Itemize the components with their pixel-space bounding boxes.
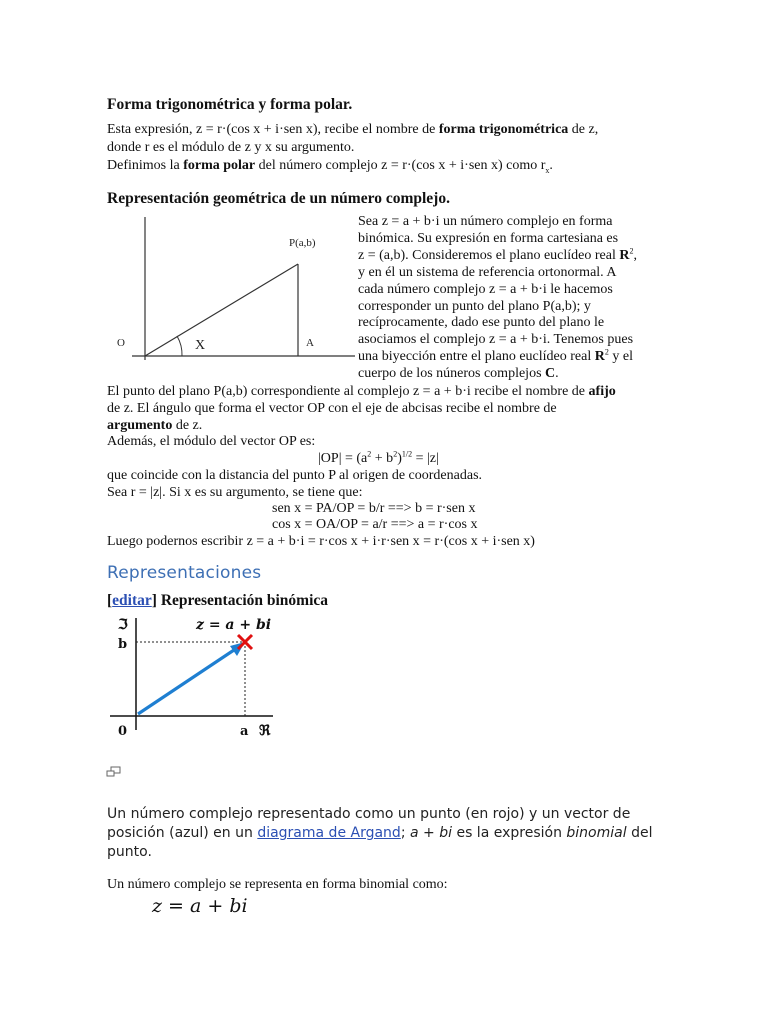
- label-a: A: [306, 337, 314, 349]
- label-b: b: [118, 637, 128, 652]
- paragraph-geometric-right: Sea z = a + b·i un número complejo en forma binómica. Su expresión en forma cartesiana es z = (a,b). Consideremos el plano euclídeo real $R^2$, y en él un sistema de referencia ortonormal. A cada número complejo z = a + b·i le hacemos corresponder un punto del plano P(a,b); y recíprocamente, dado ese punto del plano le asociamos el complejo z = a + b·i. Tenemos pues una biyección entre el plano euclídeo real $R^2$ y el cuerpo de los núneros complejos C.: [358, 214, 637, 382]
- paragraph-angle: de z. El ángulo que forma el vector OP con el eje de abcisas recibe el nombre de: [107, 401, 557, 416]
- angle-arc: [177, 336, 182, 356]
- label-real-axis: ℜ: [259, 723, 271, 739]
- label-x: X: [195, 338, 206, 353]
- paragraph-modulo-line: donde r es el módulo de z y x su argumento.: [107, 140, 355, 155]
- paragraph-polar-form: Definimos la forma polar del número complejo z = r·(cos x + i·sen x) como $r_x$.: [107, 158, 553, 175]
- paragraph-afijo: El punto del plano P(a,b) correspondiente al complejo z = a + b·i recibe el nombre de afijo: [107, 384, 616, 399]
- enlarge-icon[interactable]: [106, 766, 122, 778]
- paragraph-trig-form: Esta expresión, z = r·(cos x + i·sen x), recibe el nombre de forma trigonométrica de z,: [107, 122, 599, 137]
- heading-representaciones: Representaciones: [107, 563, 262, 583]
- subheading-binomica: [editar] Representación binómica: [107, 592, 329, 609]
- formula-binomial: z = a + bi: [152, 895, 248, 917]
- vector-op-line: [145, 264, 298, 356]
- section-title-trig-polar: Forma trigonométrica y forma polar.: [107, 96, 353, 113]
- paragraph-sea-r: Sea r = |z|. Si x es su argumento, se tiene que:: [107, 485, 363, 500]
- argand-link[interactable]: diagrama de Argand: [257, 825, 401, 841]
- section-title-geometric: Representación geométrica de un número complejo.: [107, 190, 450, 207]
- paragraph-coincide: que coincide con la distancia del punto P al origen de coordenadas.: [107, 468, 483, 483]
- edit-link[interactable]: editar: [112, 592, 152, 609]
- paragraph-modulo: Además, el módulo del vector OP es:: [107, 434, 316, 449]
- caption-argand: Un número complejo representado como un punto (en rojo) y un vector de posición (azul) en un diagrama de Argand; a + bi es la expresión binomial del punto.: [107, 806, 653, 860]
- paragraph-argumento: argumento de z.: [107, 418, 203, 433]
- paragraph-luego: Luego podernos escribir z = a + b·i = r·cos x + i·r·sen x = r·(cos x + i·sen x): [107, 534, 535, 549]
- label-o: O: [117, 337, 125, 349]
- equation-sen: sen x = PA/OP = b/r ==> b = r·sen x: [272, 501, 476, 516]
- argand-diagram: [110, 612, 280, 742]
- label-origin: 0: [118, 724, 128, 739]
- geometric-figure: [110, 212, 358, 362]
- paragraph-binomial: Un número complejo se representa en forma binomial como:: [107, 877, 448, 892]
- label-z-equals: z = a + bi: [196, 617, 272, 633]
- equation-modulo: $|OP| = (a^2 + b^2)^{1/2} = |z|$: [318, 449, 439, 466]
- position-vector: [138, 648, 237, 714]
- label-a: a: [240, 724, 249, 739]
- label-p: P(a,b): [289, 237, 316, 249]
- label-imaginary-axis: ℑ: [118, 617, 128, 633]
- equation-cos: cos x = OA/OP = a/r ==> a = r·cos x: [272, 517, 478, 532]
